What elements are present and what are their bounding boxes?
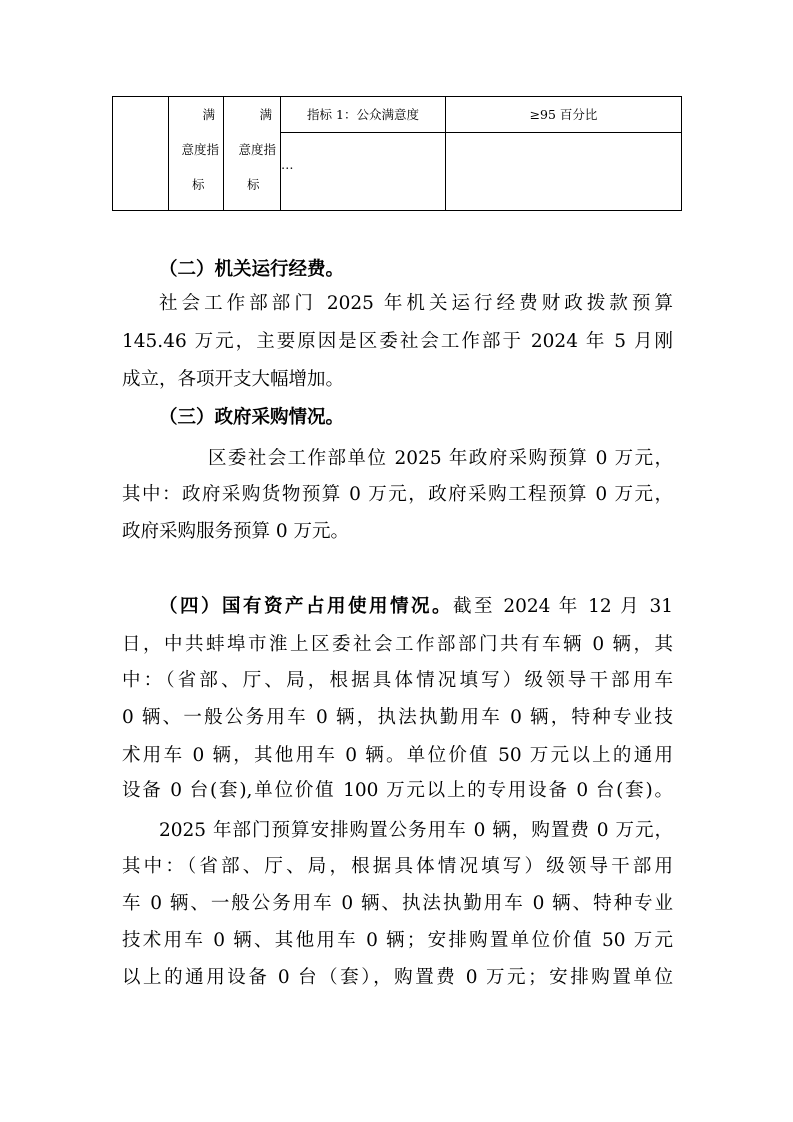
paragraph-line: 成立，各项开支大幅增加。 <box>122 369 345 390</box>
paragraph-line: 社会工作部部门 2025 年机关运行经费财政拨款预算 <box>159 293 673 314</box>
paragraph-line: 以上的通用设备 0 台（套），购置费 0 万元；安排购置单位 <box>122 967 673 988</box>
section-heading-4-line <box>159 594 673 620</box>
paragraph-line: 0 辆、一般公务用车 0 辆，执法执勤用车 0 辆，特种专业技 <box>122 707 673 728</box>
dim2-line-2: 意度指 <box>238 142 276 157</box>
paragraph-line: 车 0 辆、一般公务用车 0 辆、执法执勤用车 0 辆、特种专业 <box>122 893 673 914</box>
paragraph-line: 中：（省部、厅、局，根据具体情况填写）级领导干部用车 <box>122 670 673 691</box>
section-heading-3: （三）政府采购情况。 <box>159 407 345 428</box>
dim1-line-2: 意度指 <box>181 142 219 157</box>
section-heading-2: （二）机关运行经费。 <box>159 259 345 280</box>
paragraph-line: 2025 年部门预算安排购置公务用车 0 辆，购置费 0 万元， <box>159 820 673 841</box>
table-cell-value-1: ≥95 百分比 <box>446 97 682 133</box>
paragraph-line: 术用车 0 辆，其他用车 0 辆。单位价值 50 万元以上的通用 <box>122 745 673 766</box>
table-cell-indicator-1: 指标 1：公众满意度 <box>281 97 446 133</box>
paragraph-line: 其中：（省部、厅、局，根据具体情况填写）级领导干部用 <box>122 856 673 877</box>
table-cell-indicator-more: … <box>281 133 446 211</box>
performance-indicator-table <box>112 96 682 211</box>
paragraph-line: 其中：政府采购货物预算 0 万元，政府采购工程预算 0 万元， <box>122 484 673 505</box>
section-heading-4-tail: 截至 2024 年 12 月 31 <box>452 596 673 617</box>
table-cell-dimension-2 <box>224 97 281 211</box>
paragraph-line: 145.46 万元，主要原因是区委社会工作部于 2024 年 5 月刚 <box>122 331 673 352</box>
dim1-line-3: 标 <box>192 177 205 192</box>
dim2-line-1: 满 <box>259 107 272 122</box>
paragraph-line: 日，中共蚌埠市淮上区委社会工作部部门共有车辆 0 辆，其 <box>122 634 673 655</box>
table-cell-empty <box>113 97 169 211</box>
section-heading-4: （四）国有资产占用使用情况。 <box>159 596 453 617</box>
paragraph-line: 设备 0 台(套),单位价值 100 万元以上的专用设备 0 台(套)。 <box>122 780 673 801</box>
paragraph-line: 政府采购服务预算 0 万元。 <box>122 521 350 542</box>
table-cell-value-more <box>446 133 682 211</box>
paragraph-line: 区委社会工作部单位 2025 年政府采购预算 0 万元， <box>208 448 673 469</box>
dim1-line-1: 满 <box>202 107 215 122</box>
dim2-line-3: 标 <box>247 177 260 192</box>
paragraph-line: 技术用车 0 辆、其他用车 0 辆；安排购置单位价值 50 万元 <box>122 930 673 951</box>
table-cell-dimension-1 <box>169 97 224 211</box>
